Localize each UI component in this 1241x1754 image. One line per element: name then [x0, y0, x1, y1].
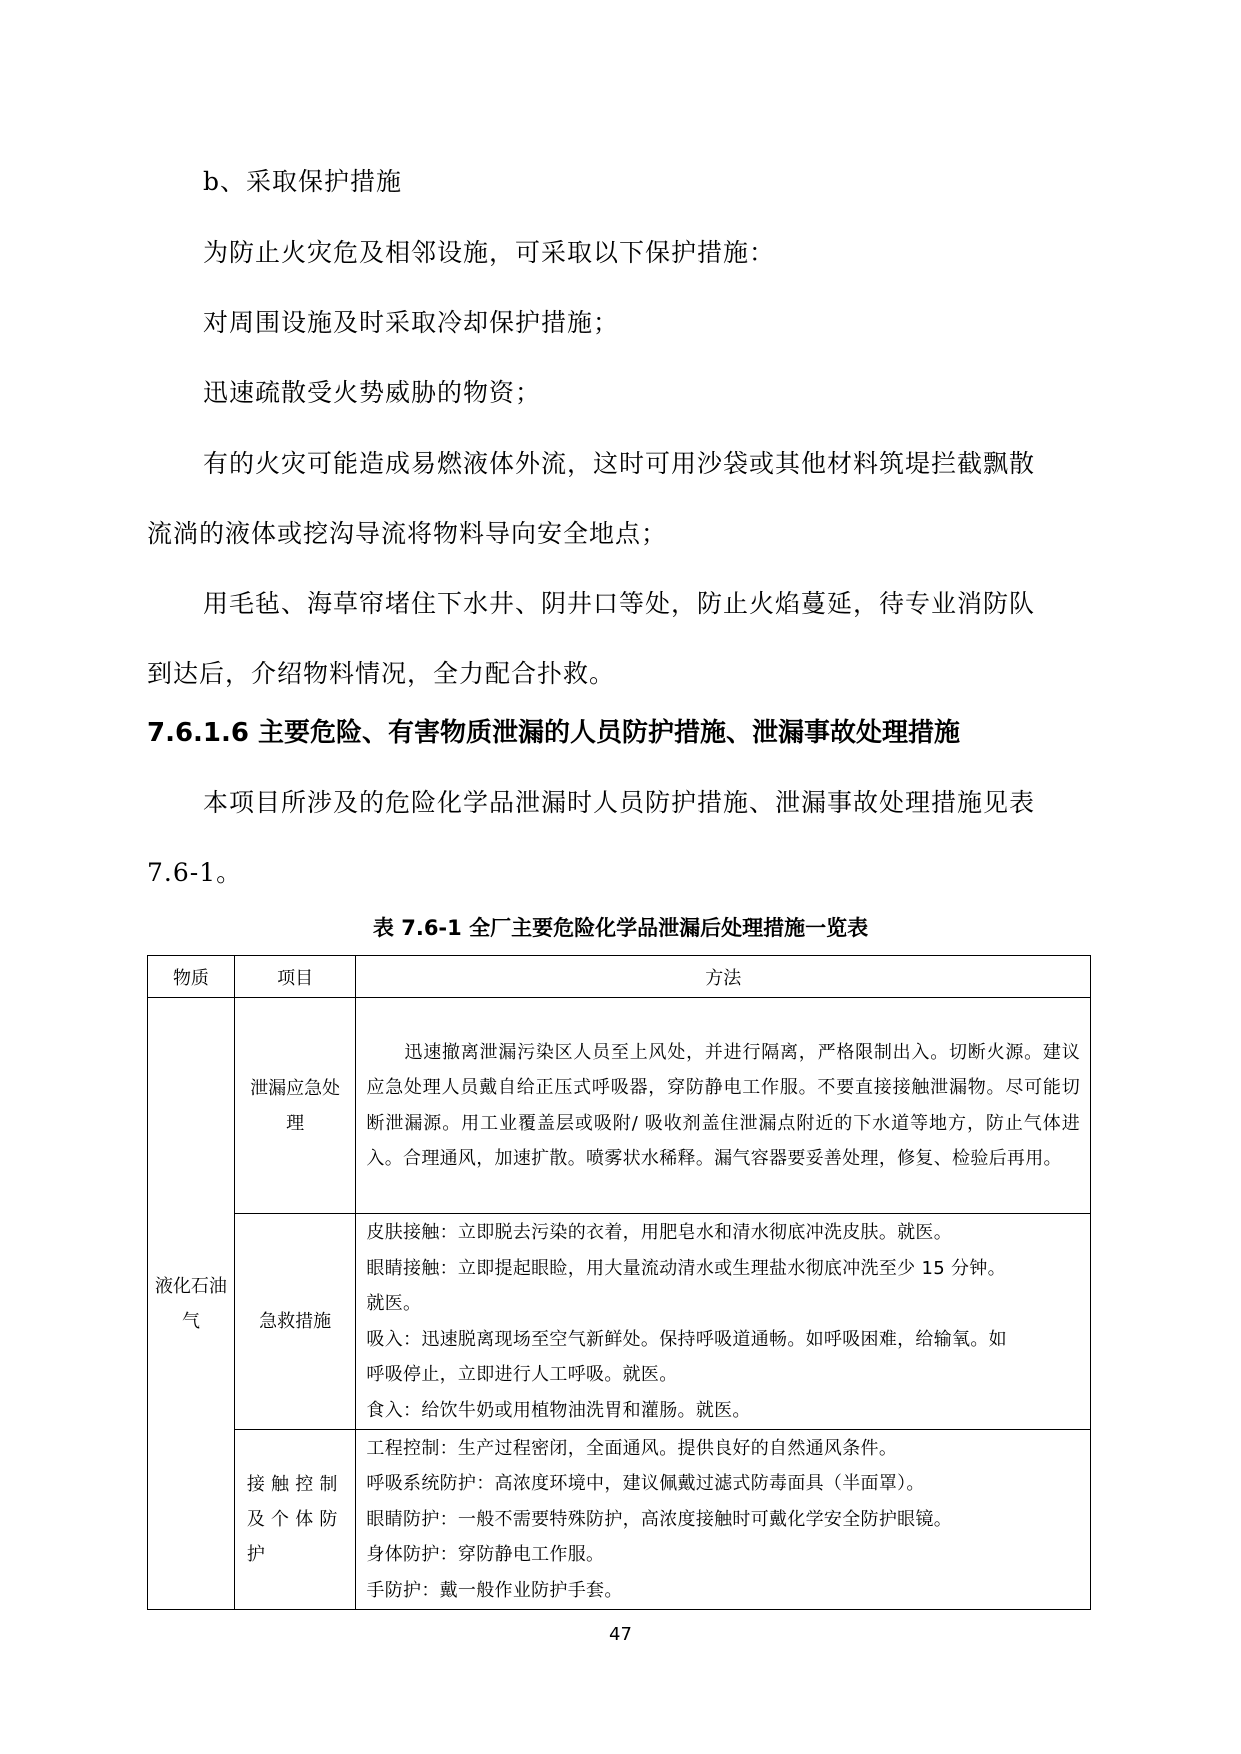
header-method: 方法: [356, 956, 1091, 998]
exposure-control-line: 身体防护：穿防静电工作服。: [366, 1544, 605, 1566]
paragraph-block-drains-line2: 到达后，介绍物料情况，全力配合扑救。: [147, 659, 616, 688]
table-header-row: [148, 956, 1091, 998]
section-heading: 7.6.1.6 主要危险、有害物质泄漏的人员防护措施、泄漏事故处理措施: [147, 718, 961, 748]
substance-name: 液化石油气: [154, 1275, 227, 1332]
paragraph-block-drains-line1: 用毛毡、海草帘堵住下水井、阴井口等处，防止火焰蔓延，待专业消防队: [203, 589, 1036, 618]
item-cell: [234, 998, 356, 1214]
item-cell: [234, 1430, 356, 1610]
item-leak-emergency: 泄漏应急处理: [250, 1077, 341, 1134]
first-aid-line: 眼睛接触：立即提起眼睑，用大量流动清水或生理盐水彻底冲洗至少 15 分钟。: [366, 1257, 1006, 1279]
exposure-control-line: 眼睛防护：一般不需要特殊防护，高浓度接触时可戴化学安全防护眼镜。: [366, 1508, 953, 1530]
intro-paragraph-line1: 本项目所涉及的危险化学品泄漏时人员防护措施、泄漏事故处理措施见表: [203, 788, 1036, 817]
item-exposure-control: 接触控制及个体防护: [246, 1474, 344, 1565]
paragraph-liquid-flow-line1: 有的火灾可能造成易燃液体外流，这时可用沙袋或其他材料筑堤拦截飘散: [203, 449, 1036, 478]
table-row: [148, 998, 1091, 1214]
header-item: 项目: [234, 956, 356, 998]
first-aid-line: 就医。: [366, 1293, 422, 1314]
table-row: [148, 1214, 1091, 1430]
first-aid-line: 吸入：迅速脱离现场至空气新鲜处。保持呼吸道通畅。如呼吸困难，给输氧。如: [366, 1328, 1007, 1350]
method-cell: [356, 1430, 1091, 1610]
table-row: [148, 1430, 1091, 1610]
item-cell: [234, 1214, 356, 1430]
first-aid-line: 皮肤接触：立即脱去污染的衣着，用肥皂水和清水彻底冲洗皮肤。就医。: [366, 1222, 953, 1243]
paragraph-evacuate-materials: 迅速疏散受火势威胁的物资；: [203, 378, 542, 407]
first-aid-line: 呼吸停止，立即进行人工呼吸。就医。: [366, 1364, 678, 1385]
method-cell: [356, 998, 1091, 1214]
page-number: 47: [609, 1624, 632, 1645]
first-aid-line: 食入：给饮牛奶或用植物油洗胃和灌肠。就医。: [366, 1399, 751, 1421]
paragraph-protection-intro: 为防止火灾危及相邻设施，可采取以下保护措施：: [203, 238, 776, 267]
method-leak-emergency: 迅速撤离泄漏污染区人员至上风处，并进行隔离，严格限制出入。切断火源。建议应急处理人员戴自给正压式呼吸器，穿防静电工作服。不要直接接触泄漏物。尽可能切断泄漏源。用工业覆盖层或吸附/ 吸收剂盖住泄漏点附近的下水道等地方，防止气体进入。合理通风，加速扩散。喷雾状水稀释。漏气容器要妥善处理，修复、检验后再用。: [366, 1041, 1080, 1169]
leak-measures-table: [147, 955, 1091, 1610]
intro-paragraph-line2: 7.6-1。: [147, 858, 243, 887]
paragraph-cooling: 对周围设施及时采取冷却保护措施；: [203, 308, 620, 337]
paragraph-liquid-flow-line2: 流淌的液体或挖沟导流将物料导向安全地点；: [147, 519, 668, 548]
exposure-control-line: 工程控制：生产过程密闭，全面通风。提供良好的自然通风条件。: [366, 1437, 898, 1459]
method-cell: [356, 1214, 1091, 1430]
table-caption: 表 7.6-1 全厂主要危险化学品泄漏后处理措施一览表: [372, 916, 869, 940]
item-first-aid: 急救措施: [259, 1311, 332, 1332]
exposure-control-line: 手防护：戴一般作业防护手套。: [366, 1579, 623, 1601]
substance-cell: [148, 998, 235, 1610]
exposure-control-line: 呼吸系统防护：高浓度环境中，建议佩戴过滤式防毒面具（半面罩）。: [366, 1473, 925, 1495]
header-substance: 物质: [148, 956, 235, 998]
paragraph-protection-title: b、采取保护措施: [203, 167, 403, 196]
